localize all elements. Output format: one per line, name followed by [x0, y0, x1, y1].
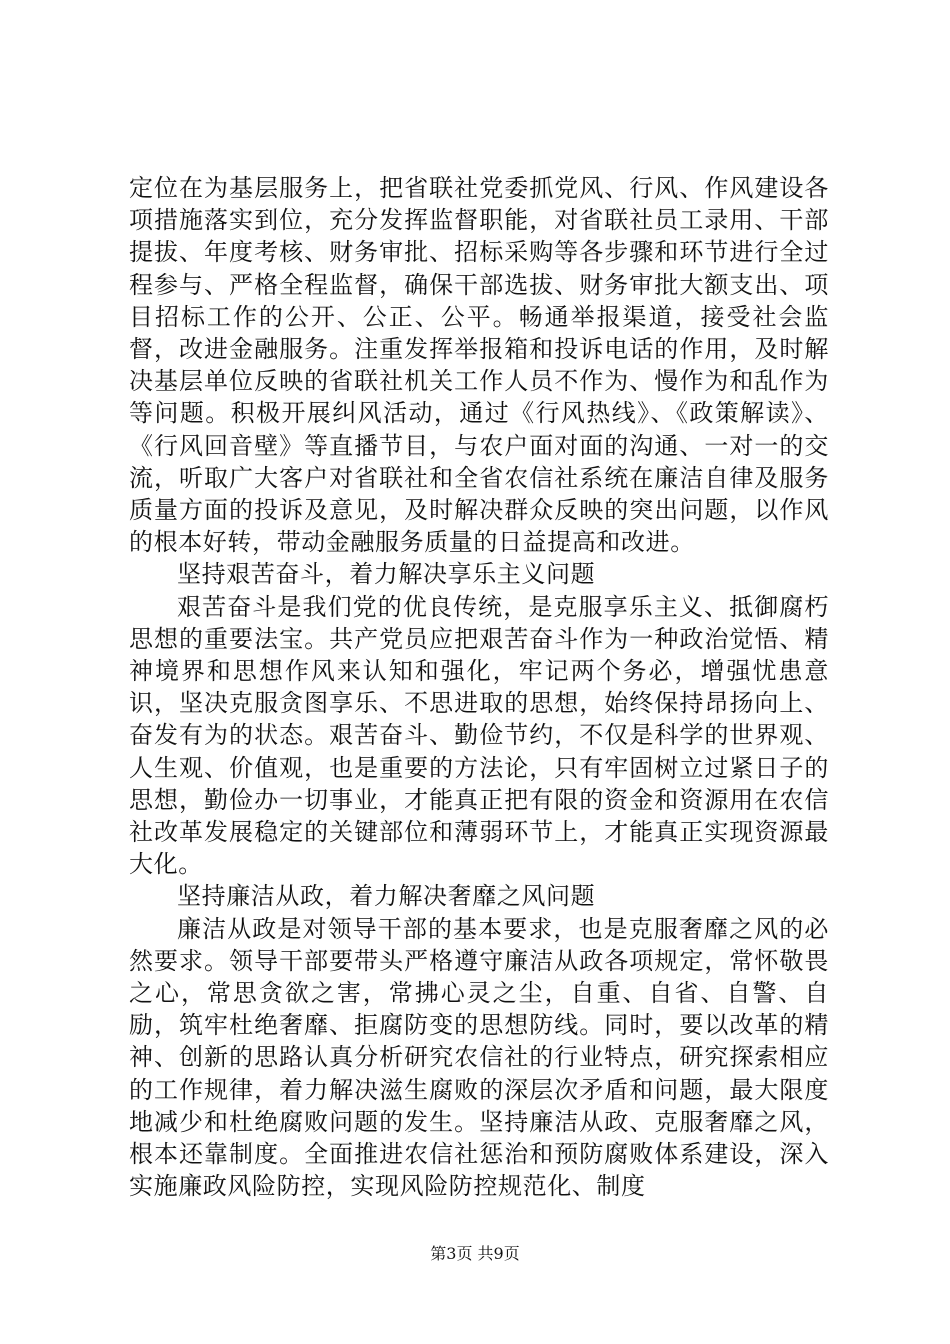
document-body [129, 172, 829, 1203]
section-heading-hard-work: 坚持艰苦奋斗，着力解决享乐主义问题 [177, 560, 596, 589]
body-paragraph-integrity: 廉洁从政是对领导干部的基本要求，也是克服奢靡之风的必然要求。领导干部要带头严格遵守廉洁从政各项规定，常怀敬畏之心，常思贪欲之害，常拂心灵之尘，自重、自省、自警、自励，筑牢杜绝奢靡、拒腐防变的思想防线。同时，要以改革的精神、创新的思路认真分析研究农信社的行业特点，研究探索相应的工作规律，着力解决滋生腐败的深层次矛盾和问题，最大限度地减少和杜绝腐败问题的发生。坚持廉洁从政、克服奢靡之风，根本还靠制度。全面推进农信社惩治和预防腐败体系建设，深入实施廉政风险防控，实现风险防控规范化、制度 [129, 914, 829, 1201]
page-number-footer: 第3页 共9页 [430, 1244, 520, 1263]
body-paragraph-hard-work: 艰苦奋斗是我们党的优良传统，是克服享乐主义、抵御腐朽思想的重要法宝。共产党员应把艰苦奋斗作为一种政治觉悟、精神境界和思想作风来认知和强化，牢记两个务必，增强忧患意识，坚决克服贪图享乐、不思进取的思想，始终保持昂扬向上、奋发有为的状态。艰苦奋斗、勤俭节约，不仅是科学的世界观、人生观、价值观，也是重要的方法论，只有牢固树立过紧日子的思想，勤俭办一切事业，才能真正把有限的资金和资源用在农信社改革发展稳定的关键部位和薄弱环节上，才能真正实现资源最大化。 [129, 592, 829, 879]
body-paragraph-continued: 定位在为基层服务上，把省联社党委抓党风、行风、作风建设各项措施落实到位，充分发挥监督职能，对省联社员工录用、干部提拔、年度考核、财务审批、招标采购等各步骤和环节进行全过程参与、严格全程监督，确保干部选拔、财务审批大额支出、项目招标工作的公开、公正、公平。畅通举报渠道，接受社会监督，改进金融服务。注重发挥举报箱和投诉电话的作用，及时解决基层单位反映的省联社机关工作人员不作为、慢作为和乱作为等问题。积极开展纠风活动，通过《行风热线》、《政策解读》、《行风回音壁》等直播节目，与农户面对面的沟通、一对一的交流，听取广大客户对省联社和全省农信社系统在廉洁自律及服务质量方面的投诉及意见，及时解决群众反映的突出问题，以作风的根本好转，带动金融服务质量的日益提高和改进。 [129, 174, 829, 557]
section-heading-integrity: 坚持廉洁从政，着力解决奢靡之风问题 [177, 882, 596, 911]
